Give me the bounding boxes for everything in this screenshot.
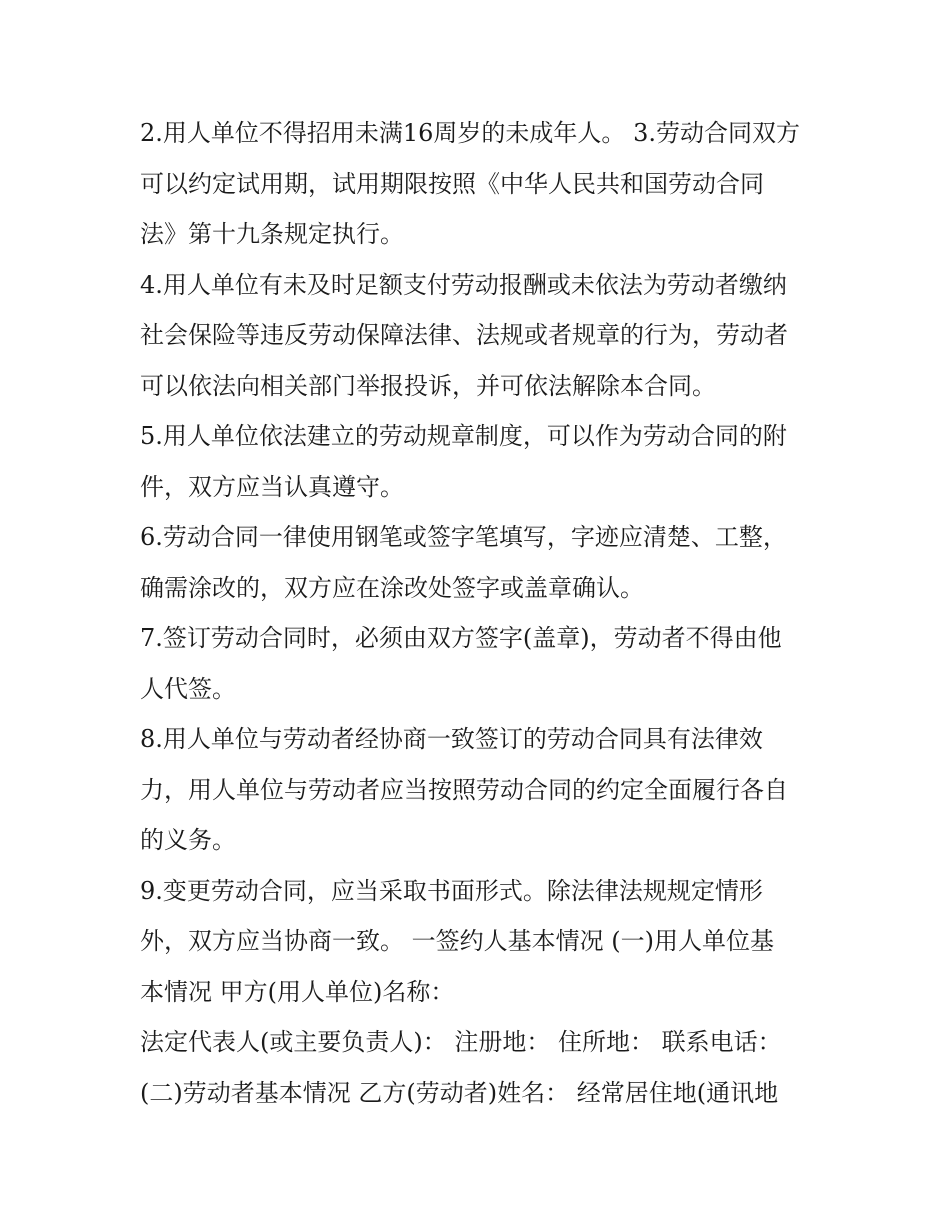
- document-body: [140, 108, 820, 1118]
- text-line: 本情况 甲方(用人单位)名称：: [140, 977, 455, 1006]
- text-line: (二)劳动者基本情况 乙方(劳动者)姓名： 经常居住地(通讯地: [140, 1078, 779, 1107]
- text-line: 外，双方应当协商一致。 一签约人基本情况 (一)用人单位基: [140, 927, 774, 955]
- text-line: 可以依法向相关部门举报投诉，并可依法解除本合同。: [140, 371, 716, 400]
- text-line: 9.变更劳动合同，应当采取书面形式。除法律法规规定情形: [140, 876, 763, 905]
- text-line: 5.用人单位依法建立的劳动规章制度，可以作为劳动合同的附: [140, 422, 787, 450]
- text-line: 法》第十九条规定执行。: [140, 220, 404, 248]
- text-line: 人代签。: [140, 674, 236, 703]
- text-line: 件，双方应当认真遵守。: [140, 472, 404, 501]
- text-line: 4.用人单位有未及时足额支付劳动报酬或未依法为劳动者缴纳: [140, 270, 787, 299]
- text-line: 2.用人单位不得招用未满16周岁的未成年人。 3.劳动合同双方: [140, 119, 800, 147]
- text-line: 7.签订劳动合同时，必须由双方签字(盖章)，劳动者不得由他: [140, 624, 782, 652]
- text-line: 法定代表人(或主要负责人)： 注册地： 住所地： 联系电话：: [140, 1028, 782, 1056]
- text-line: 力，用人单位与劳动者应当按照劳动合同的约定全面履行各自: [140, 775, 788, 804]
- text-line: 的义务。: [140, 826, 236, 854]
- text-line: 8.用人单位与劳动者经协商一致签订的劳动合同具有法律效: [140, 725, 763, 753]
- text-line: 可以约定试用期，试用期限按照《中华人民共和国劳动合同: [140, 169, 764, 198]
- text-line: 确需涂改的，双方应在涂改处签字或盖章确认。: [140, 573, 644, 602]
- text-line: 6.劳动合同一律使用钢笔或签字笔填写，字迹应清楚、工整，: [140, 523, 787, 551]
- text-line: 社会保险等违反劳动保障法律、法规或者规章的行为，劳动者: [140, 321, 788, 349]
